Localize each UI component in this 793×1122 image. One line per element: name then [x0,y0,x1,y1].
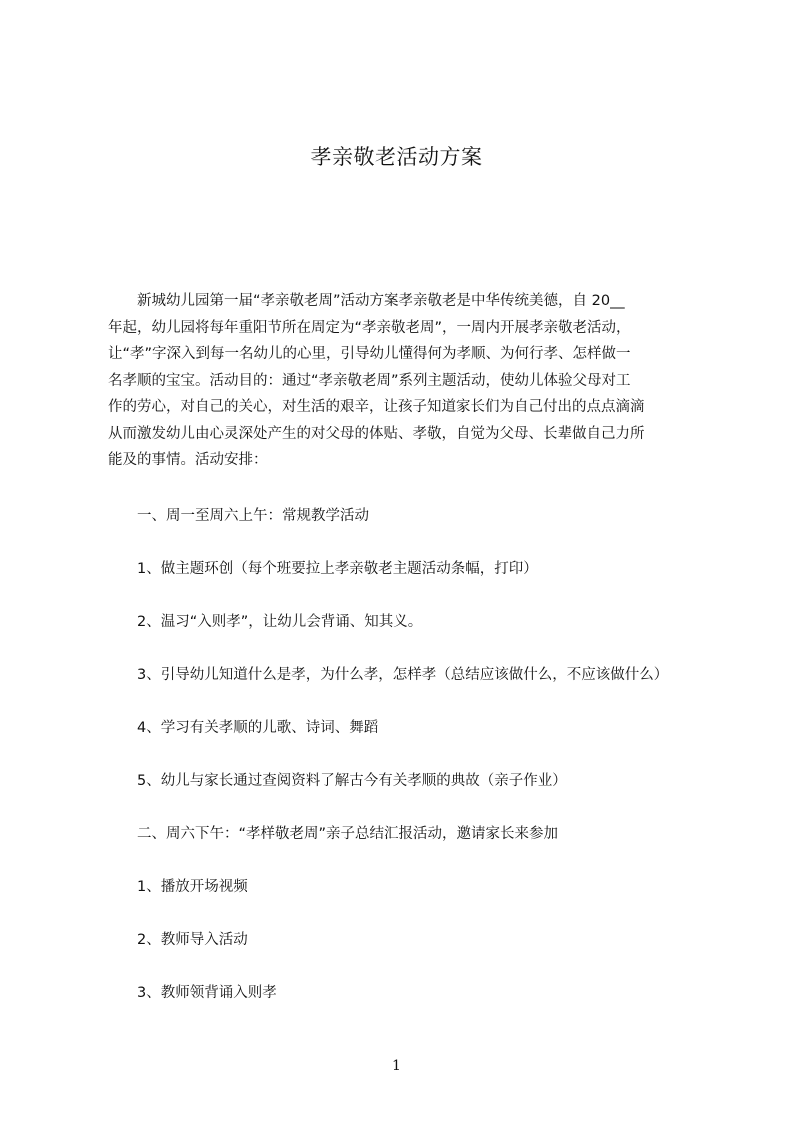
list-item: 1、播放开场视频 [137,879,248,895]
intro-line: 新城幼儿园第一届“孝亲敬老周”活动方案孝亲敬老是中华传统美德，自 20__ [137,293,625,309]
intro-line: 能及的事情。活动安排： [108,452,268,468]
list-item: 3、引导幼儿知道什么是孝，为什么孝，怎样孝（总结应该做什么，不应该做什么） [137,667,669,683]
list-item: 5、幼儿与家长通过查阅资料了解古今有关孝顺的典故（亲子作业） [137,773,567,789]
list-item: 1、做主题环创（每个班要拉上孝亲敬老主题活动条幅，打印） [137,561,538,577]
page-number: 1 [392,1058,401,1074]
intro-line: 年起，幼儿园将每年重阳节所在周定为“孝亲敬老周”，一周内开展孝亲敬老活动， [108,319,631,336]
document-title: 孝亲敬老活动方案 [310,145,483,169]
section-heading: 二、周六下午：“孝样敬老周”亲子总结汇报活动，邀请家长来参加 [137,826,559,842]
intro-line: 让“孝”字深入到每一名幼儿的心里，引导幼儿懂得何为孝顺、为何行孝、怎样做一 [108,346,631,362]
intro-line: 作的劳心，对自己的关心，对生活的艰辛，让孩子知道家长们为自己付出的点点滴滴 [108,399,645,415]
list-item: 4、学习有关孝顺的儿歌、诗词、舞蹈 [137,720,379,736]
intro-paragraph [0,288,793,474]
intro-line: 名孝顺的宝宝。活动目的：通过“孝亲敬老周”系列主题活动，使幼儿体验父母对工 [108,372,631,389]
intro-line: 从而激发幼儿由心灵深处产生的对父母的体贴、孝敬，自觉为父母、长辈做自己力所 [108,425,645,442]
list-item: 3、教师领背诵入则孝 [137,985,277,1001]
list-item: 2、教师导入活动 [137,932,248,948]
list-item: 2、温习“入则孝”，让幼儿会背诵、知其义。 [137,614,423,630]
section-heading: 一、周一至周六上午：常规教学活动 [137,508,369,524]
